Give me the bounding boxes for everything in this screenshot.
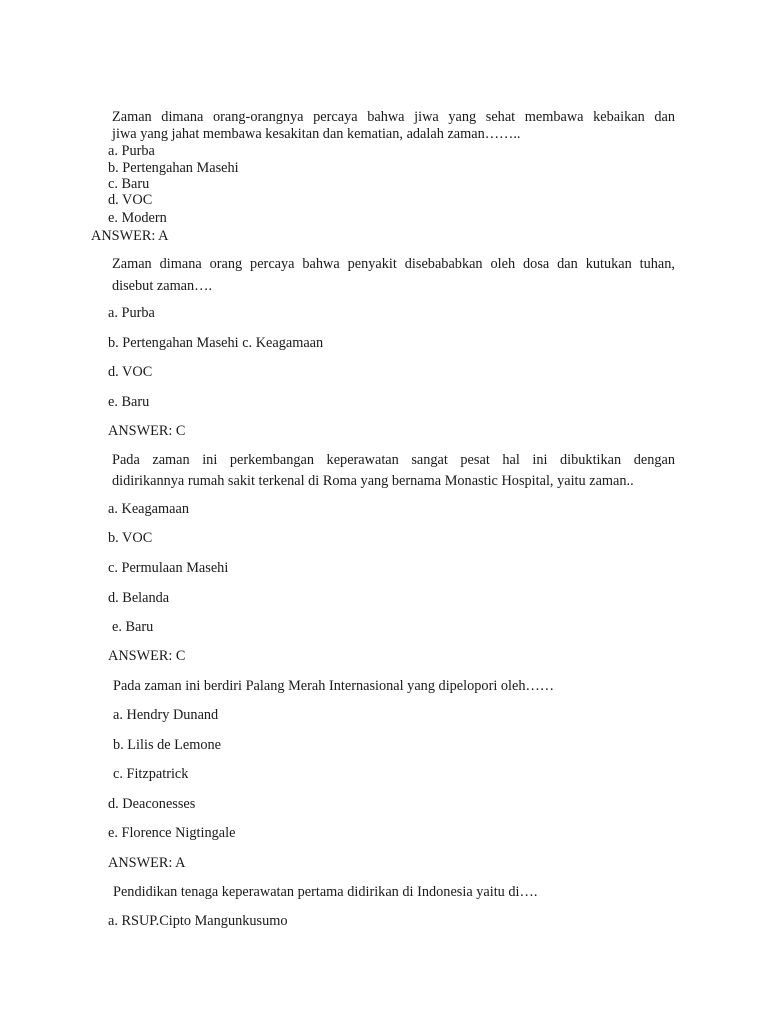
question-1-option-d: d. VOC [108,192,153,208]
question-1-option-c: c. Baru [108,176,150,192]
question-1-answer: ANSWER: A [91,228,169,244]
question-4-answer: ANSWER: A [108,855,186,871]
question-5-option-a: a. RSUP.Cipto Mangunkusumo [108,913,288,929]
question-1-option-b: b. Pertengahan Masehi [108,160,239,176]
question-3-option-e: e. Baru [112,619,154,635]
question-4-option-a: a. Hendry Dunand [113,707,219,723]
question-2-text-line-1: Zaman dimana orang percaya bahwa penyakit disebababkan oleh dosa dan kutukan tuhan, [112,256,675,272]
question-3-option-b: b. VOC [108,530,153,546]
question-3-text-line-1: Pada zaman ini perkembangan keperawatan sangat pesat hal ini dibuktikan dengan [112,452,675,468]
question-4-option-e: e. Florence Nigtingale [108,825,236,841]
question-3-option-c: c. Permulaan Masehi [108,560,229,576]
question-5-text: Pendidikan tenaga keperawatan pertama didirikan di Indonesia yaitu di…. [113,884,538,900]
question-2-option-b-c: b. Pertengahan Masehi c. Keagamaan [108,335,324,351]
question-2-option-d: d. VOC [108,364,153,380]
question-4-text: Pada zaman ini berdiri Palang Merah Internasional yang dipelopori oleh…… [113,678,555,694]
question-4-option-b: b. Lilis de Lemone [113,737,221,753]
question-1-text-line-1: Zaman dimana orang-orangnya percaya bahwa jiwa yang sehat membawa kebaikan dan [112,109,675,125]
question-2-answer: ANSWER: C [108,423,186,439]
question-4-option-d: d. Deaconesses [108,796,196,812]
question-3-answer: ANSWER: C [108,648,186,664]
question-3-option-a: a. Keagamaan [108,501,189,517]
question-2-option-e: e. Baru [108,394,150,410]
question-3-option-d: d. Belanda [108,590,170,606]
question-2-text-line-2: disebut zaman…. [112,278,213,294]
question-1-option-e: e. Modern [108,210,167,226]
question-1-option-a: a. Purba [108,143,155,159]
question-4-option-c: c. Fitzpatrick [113,766,189,782]
question-1-text-line-2: jiwa yang jahat membawa kesakitan dan kematian, adalah zaman…….. [112,126,521,142]
question-3-text-line-2: didirikannya rumah sakit terkenal di Roma yang bernama Monastic Hospital, yaitu zaman.. [112,473,634,489]
question-2-option-a: a. Purba [108,305,155,321]
